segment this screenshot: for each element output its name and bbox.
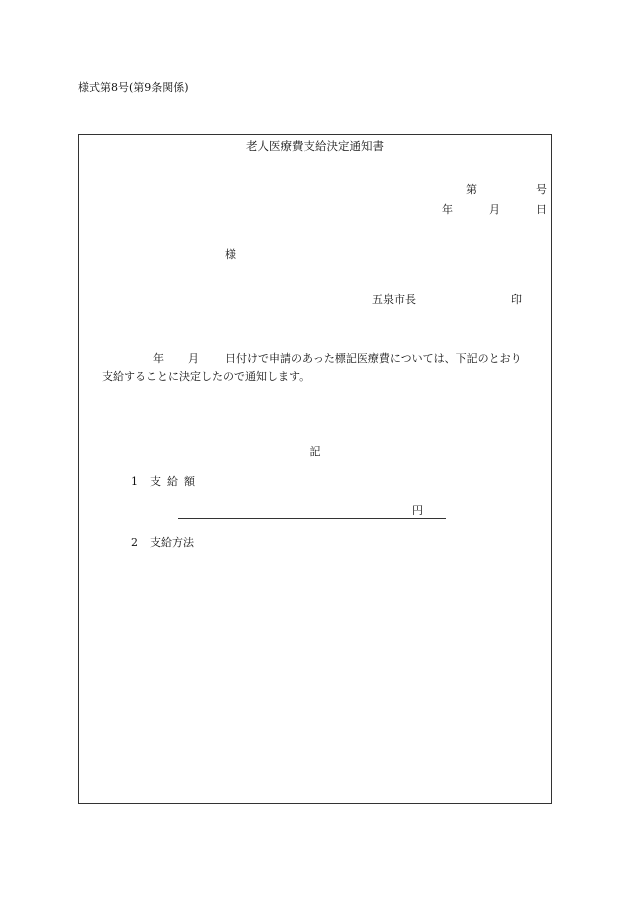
item-2-label: 支給方法: [150, 536, 194, 549]
issue-date-month: 月: [489, 203, 500, 216]
amount-unit: 円: [412, 504, 423, 517]
record-heading: 記: [309, 445, 321, 458]
issuer-title: 五泉市長: [372, 293, 416, 306]
item-1-label: 支給額: [150, 475, 201, 488]
issue-number-suffix: 号: [536, 183, 547, 196]
recipient-honorific: 様: [225, 248, 236, 261]
document-title: 老人医療費支給決定通知書: [246, 139, 384, 153]
body-date-month: 月: [188, 352, 199, 365]
body-text-line-2: 支給することに決定したので通知します。: [102, 370, 311, 383]
item-2-number: 2: [131, 536, 138, 549]
form-number: 様式第8号(第9条関係): [78, 81, 189, 94]
item-1-number: 1: [131, 475, 138, 488]
body-date-year: 年: [153, 352, 164, 365]
amount-underline: [178, 518, 446, 519]
issue-date-year: 年: [442, 203, 453, 216]
seal-mark: 印: [511, 293, 522, 306]
issue-date-day: 日: [536, 203, 547, 216]
body-text-line-1: 日付けで申請のあった標記医療費については、下記のとおり: [225, 352, 522, 365]
document-frame: [78, 134, 552, 804]
issue-number-prefix: 第: [466, 183, 477, 196]
